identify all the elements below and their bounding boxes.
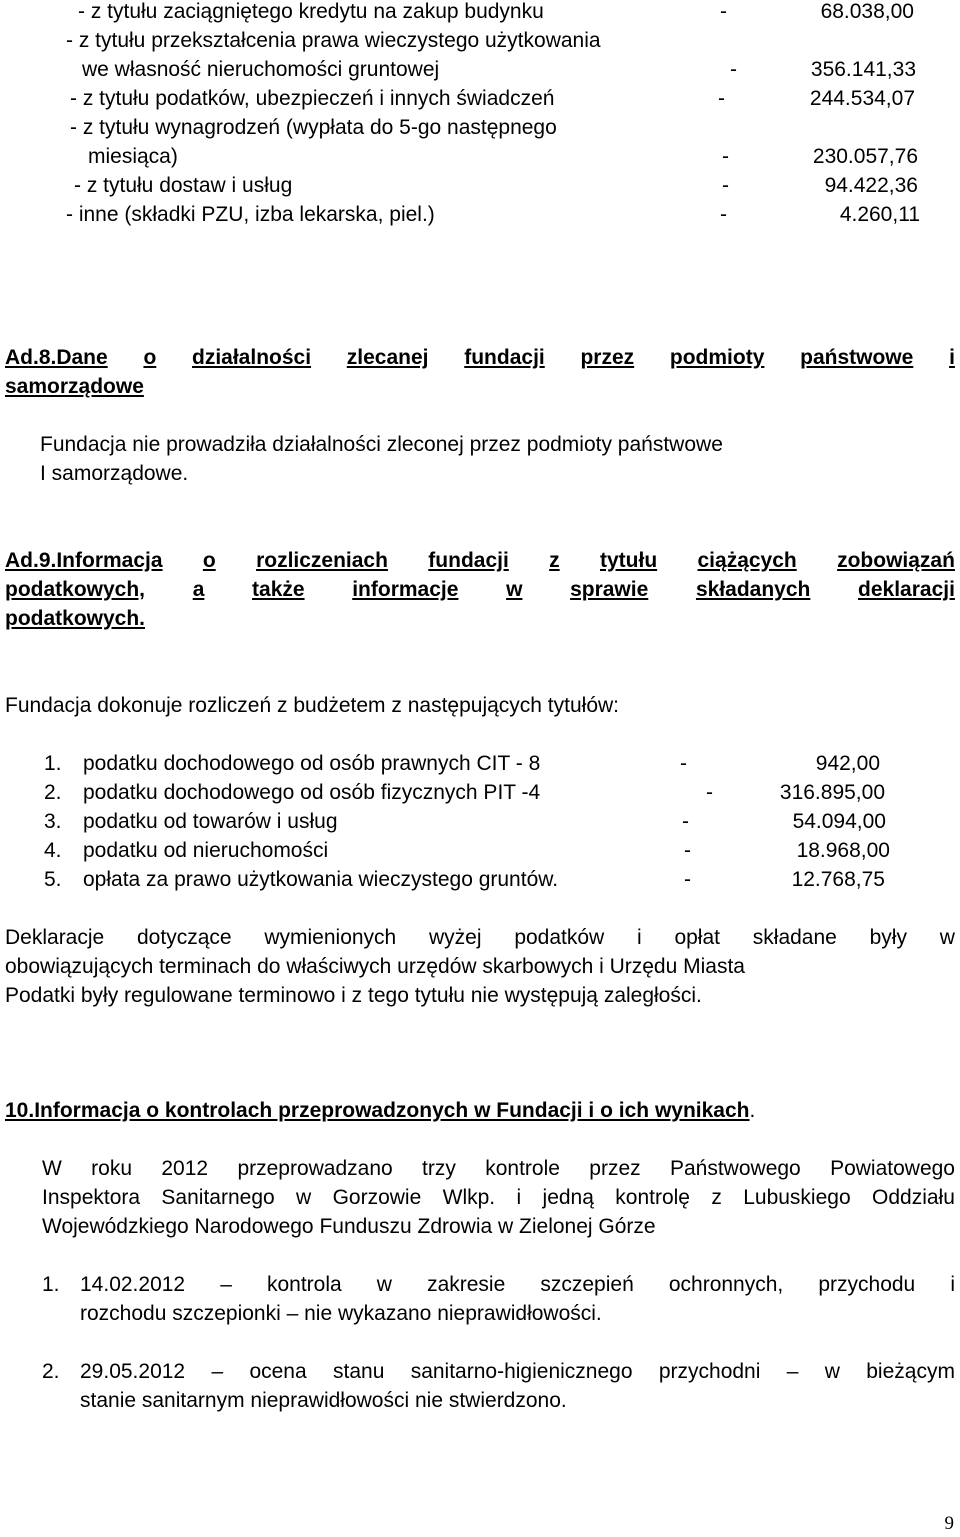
heading-word: działalności bbox=[192, 346, 312, 369]
control-word: sanitarno-higienicznego bbox=[410, 1360, 633, 1383]
liability-label: we własność nieruchomości gruntowej bbox=[82, 58, 440, 81]
ad9-intro: Fundacja dokonuje rozliczeń z budżetem z następujących tytułów: bbox=[5, 694, 620, 717]
control-item bbox=[80, 1360, 955, 1384]
liability-label: - z tytułu przekształcenia prawa wieczystego użytkowania bbox=[66, 29, 601, 52]
paragraph-word: były bbox=[869, 926, 907, 949]
liability-amount: 4.260,11 bbox=[839, 203, 920, 226]
heading-word: także bbox=[252, 578, 305, 601]
liability-dash: - bbox=[720, 0, 727, 23]
paragraph-word: wyżej bbox=[429, 926, 482, 949]
liability-label: miesiąca) bbox=[88, 145, 178, 168]
control-word: bieżącym bbox=[866, 1360, 955, 1383]
control-word: ochronnych, bbox=[668, 1273, 784, 1296]
paragraph-word: podatków bbox=[514, 926, 605, 949]
section10-heading bbox=[5, 1099, 755, 1123]
tax-label: podatku dochodowego od osób prawnych CIT - 8 bbox=[83, 752, 541, 775]
liability-amount: 68.038,00 bbox=[820, 0, 914, 23]
liability-dash: - bbox=[722, 145, 729, 168]
paragraph-word: jedną bbox=[542, 1186, 594, 1209]
paragraph-word: i bbox=[637, 926, 642, 949]
heading-word: Ad.8.Dane bbox=[5, 346, 108, 369]
heading-word: sprawie bbox=[570, 578, 649, 601]
control-word: – bbox=[786, 1360, 799, 1383]
control-word: 29.05.2012 bbox=[80, 1360, 186, 1383]
tax-amount: 54.094,00 bbox=[792, 810, 886, 833]
liability-label: - z tytułu podatków, ubezpieczeń i innych świadczeń bbox=[70, 87, 555, 110]
heading-word: przez bbox=[580, 346, 635, 369]
paragraph-word: składane bbox=[752, 926, 837, 949]
ad9-paragraph-line: Podatki były regulowane terminowo i z tego tytułu nie występują zaległości. bbox=[5, 984, 702, 1007]
control-word: przychodu bbox=[818, 1273, 916, 1296]
heading-word: państwowe bbox=[800, 346, 914, 369]
tax-amount: 18.968,00 bbox=[796, 839, 890, 862]
page-number: 9 bbox=[944, 1513, 954, 1534]
control-num: 1. bbox=[42, 1273, 60, 1296]
paragraph-word: w bbox=[939, 926, 955, 949]
heading-word: fundacji bbox=[464, 346, 545, 369]
control-word: 14.02.2012 bbox=[80, 1273, 186, 1296]
liability-label: - z tytułu dostaw i usług bbox=[74, 174, 293, 197]
control-line: rozchodu szczepionki – nie wykazano nieprawidłowości. bbox=[80, 1302, 602, 1325]
heading-word: zobowiązań bbox=[837, 549, 955, 572]
paragraph-word: trzy bbox=[422, 1157, 456, 1180]
heading-word: składanych bbox=[695, 578, 811, 601]
tax-amount: 316.895,00 bbox=[779, 781, 885, 804]
paragraph-word: opłat bbox=[674, 926, 720, 949]
heading-word: informacje bbox=[352, 578, 459, 601]
paragraph-word: Lubuskiego bbox=[743, 1186, 851, 1209]
heading-word: i bbox=[949, 346, 955, 369]
control-num: 2. bbox=[42, 1360, 60, 1383]
control-word: zakresie bbox=[427, 1273, 506, 1296]
paragraph-word: 2012 bbox=[161, 1157, 209, 1180]
heading-word: tytułu bbox=[600, 549, 658, 572]
heading-word: rozliczeniach bbox=[256, 549, 388, 572]
paragraph-word: Wlkp. bbox=[442, 1186, 496, 1209]
paragraph-word: W bbox=[42, 1157, 62, 1180]
ad9-heading bbox=[5, 549, 955, 573]
control-line: stanie sanitarnym nieprawidłowości nie stwierdzono. bbox=[80, 1389, 567, 1412]
tax-num: 3. bbox=[44, 810, 62, 833]
paragraph-word: Powiatowego bbox=[830, 1157, 955, 1180]
liability-dash: - bbox=[730, 58, 737, 81]
heading-word: podmioty bbox=[669, 346, 765, 369]
tax-dash: - bbox=[684, 868, 691, 891]
tax-label: podatku od towarów i usług bbox=[83, 810, 338, 833]
paragraph-word: Państwowego bbox=[669, 1157, 801, 1180]
heading-word: fundacji bbox=[428, 549, 509, 572]
heading-word: a bbox=[192, 578, 205, 601]
paragraph-word: dotyczące bbox=[137, 926, 232, 949]
ad8-body: I samorządowe. bbox=[40, 462, 189, 485]
liability-amount: 244.534,07 bbox=[809, 87, 915, 110]
ad9-paragraph bbox=[5, 926, 955, 950]
liability-amount: 94.422,36 bbox=[824, 174, 918, 197]
tax-amount: 12.768,75 bbox=[791, 868, 885, 891]
heading-word: z bbox=[549, 549, 560, 572]
section10-intro-line: Wojewódzkiego Narodowego Funduszu Zdrowia w Zielonej Górze bbox=[42, 1215, 656, 1238]
heading-word: deklaracji bbox=[858, 578, 955, 601]
tax-dash: - bbox=[684, 839, 691, 862]
tax-dash: - bbox=[680, 752, 687, 775]
paragraph-word: wymienionych bbox=[264, 926, 397, 949]
tax-amount: 942,00 bbox=[815, 752, 880, 775]
tax-num: 1. bbox=[44, 752, 62, 775]
heading-word: ciążących bbox=[697, 549, 797, 572]
ad8-heading-cont: samorządowe bbox=[5, 375, 144, 398]
liability-label: - z tytułu wynagrodzeń (wypłata do 5-go następnego bbox=[70, 116, 557, 139]
tax-num: 4. bbox=[44, 839, 62, 862]
control-word: przychodni bbox=[658, 1360, 761, 1383]
tax-label: opłata za prawo użytkowania wieczystego gruntów. bbox=[83, 868, 559, 891]
heading-word: w bbox=[506, 578, 523, 601]
liability-dash: - bbox=[722, 174, 729, 197]
ad8-body: Fundacja nie prowadziła działalności zleconej przez podmioty państwowe bbox=[40, 433, 723, 456]
paragraph-word: w bbox=[296, 1186, 312, 1209]
liability-dash: - bbox=[718, 87, 725, 110]
ad8-heading bbox=[5, 346, 955, 370]
tax-num: 2. bbox=[44, 781, 62, 804]
liability-label: - inne (składki PZU, izba lekarska, piel.) bbox=[66, 203, 435, 226]
ad9-heading-cont: podatkowych. bbox=[5, 607, 146, 630]
control-word: w bbox=[376, 1273, 392, 1296]
paragraph-word: Inspektora bbox=[42, 1186, 141, 1209]
paragraph-word: Gorzowie bbox=[332, 1186, 422, 1209]
control-word: – bbox=[220, 1273, 232, 1296]
section10-intro bbox=[42, 1157, 955, 1181]
heading-word: podatkowych, bbox=[5, 578, 146, 601]
tax-dash: - bbox=[706, 781, 713, 804]
control-item bbox=[80, 1273, 955, 1297]
paragraph-word: kontrole bbox=[485, 1157, 560, 1180]
heading-word: o bbox=[202, 549, 216, 572]
control-word: i bbox=[950, 1273, 955, 1296]
paragraph-word: Oddziału bbox=[872, 1186, 955, 1209]
liability-amount: 230.057,76 bbox=[812, 145, 918, 168]
paragraph-word: i bbox=[516, 1186, 522, 1209]
paragraph-word: roku bbox=[91, 1157, 133, 1180]
liability-dash: - bbox=[720, 203, 727, 226]
heading-word: o bbox=[143, 346, 157, 369]
section10-heading-dot: . bbox=[749, 1099, 756, 1122]
control-word: kontrola bbox=[266, 1273, 342, 1296]
liability-amount: 356.141,33 bbox=[810, 58, 916, 81]
tax-num: 5. bbox=[44, 868, 62, 891]
tax-label: podatku od nieruchomości bbox=[83, 839, 329, 862]
paragraph-word: Sanitarnego bbox=[161, 1186, 275, 1209]
paragraph-word: przeprowadzano bbox=[237, 1157, 393, 1180]
liability-label: - z tytułu zaciągniętego kredytu na zakup budynku bbox=[78, 0, 544, 23]
section10-heading-text: 10.Informacja o kontrolach przeprowadzonych w Fundacji i o ich wynikach bbox=[5, 1099, 750, 1122]
paragraph-word: przez bbox=[589, 1157, 641, 1180]
ad9-paragraph-line: obowiązujących terminach do właściwych urzędów skarbowych i Urzędu Miasta bbox=[5, 955, 745, 978]
paragraph-word: Deklaracje bbox=[5, 926, 105, 949]
control-word: szczepień bbox=[540, 1273, 634, 1296]
control-word: ocena bbox=[249, 1360, 307, 1383]
paragraph-word: z bbox=[711, 1186, 722, 1209]
control-word: w bbox=[824, 1360, 840, 1383]
heading-word: zlecanej bbox=[346, 346, 429, 369]
section10-intro bbox=[42, 1186, 955, 1210]
ad9-heading bbox=[5, 578, 955, 602]
heading-word: Ad.9.Informacja bbox=[5, 549, 163, 572]
tax-dash: - bbox=[682, 810, 689, 833]
control-word: – bbox=[211, 1360, 224, 1383]
paragraph-word: kontrolę bbox=[615, 1186, 690, 1209]
tax-label: podatku dochodowego od osób fizycznych PIT -4 bbox=[83, 781, 541, 804]
control-word: stanu bbox=[333, 1360, 385, 1383]
